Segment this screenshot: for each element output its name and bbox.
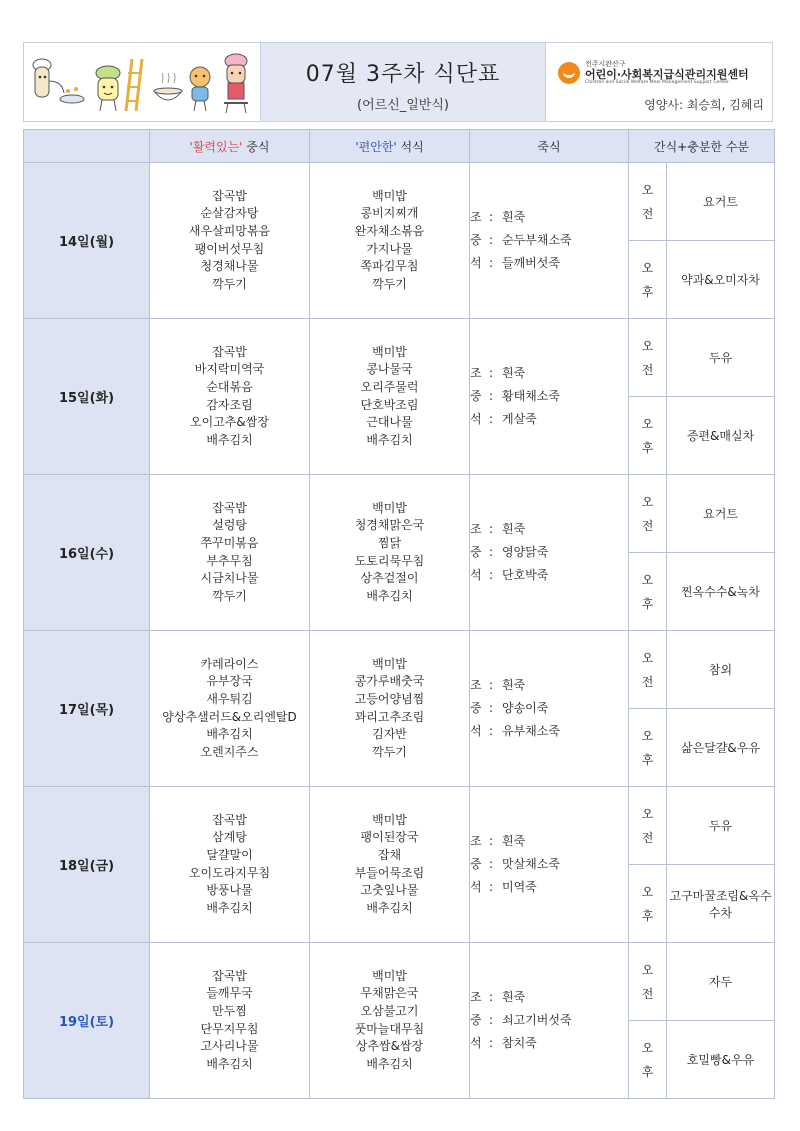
porridge-menu-cell (470, 943, 629, 1099)
porridge-item: 쇠고기버섯죽 (502, 1013, 572, 1027)
header-snack: 간식+충분한 수분 (629, 130, 775, 163)
lunch-menu-item: 양상추샐러드&오리엔탈D (162, 709, 297, 724)
lunch-menu-item: 팽이버섯무침 (194, 241, 265, 256)
dinner-label: 석식 (396, 139, 424, 154)
time-label-char: 오 (641, 572, 654, 587)
lunch-menu-item: 잡곡밥 (212, 500, 247, 515)
lunch-menu-cell (150, 475, 310, 631)
lunch-menu-item: 잡곡밥 (212, 812, 247, 827)
porridge-line-dinner (470, 876, 628, 899)
morning-snack: 요거트 (667, 475, 775, 553)
lunch-menu-item: 쭈꾸미볶음 (200, 535, 259, 550)
time-label-char: 후 (641, 284, 654, 299)
time-label-char: 전 (641, 362, 654, 377)
day-label: 16일(수) (24, 475, 150, 631)
lunch-menu-item: 새우살피망볶음 (188, 223, 271, 238)
lunch-menu-item: 배추김치 (206, 432, 253, 447)
lunch-menu-item: 잡곡밥 (212, 968, 247, 983)
table-row (24, 787, 775, 865)
porridge-meal-label: 중 (470, 857, 482, 871)
porridge-colon: : (488, 880, 494, 894)
porridge-colon: : (488, 1013, 494, 1027)
header-title-cell (261, 43, 546, 121)
porridge-line-breakfast (470, 362, 628, 385)
lunch-menu-item: 오렌지주스 (200, 744, 259, 759)
porridge-menu-cell (470, 319, 629, 475)
time-label-char: 오 (641, 728, 654, 743)
dinner-menu-item: 김자반 (372, 727, 407, 742)
porridge-colon: : (488, 857, 494, 871)
porridge-meal-label: 중 (470, 545, 482, 559)
time-label-char: 오 (641, 884, 654, 899)
time-label-char: 오 (641, 260, 654, 275)
dinner-menu-item: 단호박조림 (360, 397, 419, 412)
dinner-menu-item: 상추쌈&쌈장 (355, 1039, 424, 1054)
lunch-menu-cell (150, 943, 310, 1099)
porridge-meal-label: 중 (470, 233, 482, 247)
afternoon-snack: 찐옥수수&녹차 (667, 553, 775, 631)
porridge-colon: : (488, 522, 494, 536)
porridge-item: 흰죽 (502, 522, 526, 536)
dinner-menu-item: 백미밥 (372, 344, 407, 359)
afternoon-snack: 삶은달걀&우유 (667, 709, 775, 787)
lunch-menu-item: 순대볶음 (206, 379, 253, 394)
time-label-char: 오 (641, 494, 654, 509)
lunch-menu-item: 감자조림 (206, 397, 253, 412)
time-label-char: 전 (641, 986, 654, 1001)
dinner-menu-item: 백미밥 (372, 812, 407, 827)
header-illustration-cell (24, 43, 261, 121)
porridge-meal-label: 석 (470, 412, 482, 426)
lunch-menu-item: 고사리나물 (200, 1039, 259, 1054)
dinner-menu-cell (310, 475, 470, 631)
morning-snack: 요거트 (667, 163, 775, 241)
lunch-menu-cell (150, 163, 310, 319)
dinner-menu-item: 풋마늘대무침 (354, 1021, 425, 1036)
lunch-menu-item: 단무지무침 (200, 1021, 259, 1036)
header-porridge: 죽식 (470, 130, 629, 163)
time-label-char: 전 (641, 674, 654, 689)
porridge-line-dinner (470, 252, 628, 275)
weekly-menu-table (23, 129, 775, 1099)
porridge-item: 들깨버섯죽 (502, 256, 560, 270)
morning-label (629, 319, 667, 397)
porridge-item: 양송이죽 (502, 701, 549, 715)
lunch-menu-item: 잡곡밥 (212, 188, 247, 203)
table-row (24, 943, 775, 1021)
table-row (24, 319, 775, 397)
day-label: 15일(화) (24, 319, 150, 475)
porridge-meal-label: 조 (470, 366, 482, 380)
porridge-line-lunch (470, 229, 628, 252)
lunch-menu-item: 잡곡밥 (212, 344, 247, 359)
page-subtitle: (어르신_일반식) (357, 98, 449, 113)
lunch-label: 중식 (242, 139, 270, 154)
header-day-blank (24, 130, 150, 163)
dinner-menu-item: 가지나물 (366, 241, 413, 256)
porridge-line-lunch (470, 385, 628, 408)
porridge-line-dinner (470, 1032, 628, 1055)
porridge-item: 참치죽 (502, 1036, 537, 1050)
porridge-line-lunch (470, 853, 628, 876)
porridge-item: 흰죽 (502, 210, 526, 224)
dinner-menu-item: 백미밥 (372, 656, 407, 671)
day-label: 14일(월) (24, 163, 150, 319)
lunch-menu-cell (150, 319, 310, 475)
lunch-menu-item: 유부장국 (206, 674, 253, 689)
header-dinner (310, 130, 470, 163)
lunch-menu-item: 새우튀김 (206, 691, 253, 706)
lunch-menu-item: 순살감자탕 (200, 206, 259, 221)
porridge-menu-cell (470, 475, 629, 631)
time-label-char: 후 (641, 908, 654, 923)
dinner-menu-item: 콩가루배춧국 (354, 674, 425, 689)
porridge-colon: : (488, 1036, 494, 1050)
dinner-menu-item: 고등어양념찜 (354, 691, 425, 706)
porridge-colon: : (488, 233, 494, 247)
lunch-menu-item: 들깨무국 (206, 986, 253, 1001)
morning-label (629, 163, 667, 241)
table-header-row (24, 130, 775, 163)
porridge-meal-label: 조 (470, 522, 482, 536)
lunch-menu-item: 삼계탕 (212, 830, 247, 845)
time-label-char: 후 (641, 1064, 654, 1079)
dinner-menu-cell (310, 319, 470, 475)
dinner-menu-item: 근대나물 (366, 415, 413, 430)
afternoon-label (629, 553, 667, 631)
time-label-char: 오 (641, 806, 654, 821)
porridge-item: 게살죽 (502, 412, 537, 426)
porridge-item: 단호박죽 (502, 568, 549, 582)
dinner-menu-item: 백미밥 (372, 968, 407, 983)
time-label-char: 후 (641, 596, 654, 611)
porridge-colon: : (488, 678, 494, 692)
lunch-menu-item: 방풍나물 (206, 883, 253, 898)
afternoon-snack: 약과&오미자차 (667, 241, 775, 319)
lunch-menu-item: 설렁탕 (212, 518, 247, 533)
day-label: 17일(목) (24, 631, 150, 787)
dinner-menu-item: 배추김치 (366, 588, 413, 603)
dinner-menu-item: 찜닭 (377, 535, 402, 550)
day-label: 19일(토) (24, 943, 150, 1099)
porridge-line-dinner (470, 564, 628, 587)
porridge-meal-label: 중 (470, 701, 482, 715)
dinner-menu-item: 완자채소볶음 (354, 223, 425, 238)
lunch-menu-cell (150, 787, 310, 943)
logo-district: 전주시완산구 (585, 60, 626, 68)
lunch-menu-item: 바지락미역국 (194, 362, 265, 377)
lunch-menu-item: 깍두기 (212, 276, 247, 291)
time-label-char: 전 (641, 206, 654, 221)
porridge-colon: : (488, 724, 494, 738)
time-label-char: 오 (641, 962, 654, 977)
lunch-quote: '활력있는' (189, 139, 243, 154)
dinner-menu-item: 부들어묵조림 (354, 865, 425, 880)
lunch-menu-item: 카레라이스 (200, 656, 259, 671)
afternoon-label (629, 241, 667, 319)
time-label-char: 오 (641, 650, 654, 665)
dinner-menu-item: 백미밥 (372, 188, 407, 203)
afternoon-label (629, 865, 667, 943)
dinner-menu-item: 잡채 (377, 847, 402, 862)
porridge-colon: : (488, 412, 494, 426)
porridge-item: 유부채소죽 (502, 724, 560, 738)
porridge-colon: : (488, 568, 494, 582)
dinner-menu-item: 도토리묵무침 (354, 553, 425, 568)
morning-label (629, 631, 667, 709)
afternoon-label (629, 397, 667, 475)
porridge-meal-label: 조 (470, 834, 482, 848)
dinner-menu-item: 고춧잎나물 (360, 883, 419, 898)
porridge-meal-label: 석 (470, 880, 482, 894)
lunch-menu-item: 배추김치 (206, 727, 253, 742)
dinner-menu-item: 청경채맑은국 (354, 518, 425, 533)
porridge-meal-label: 중 (470, 1013, 482, 1027)
afternoon-label (629, 709, 667, 787)
lunch-menu-item: 부추무침 (206, 553, 253, 568)
porridge-meal-label: 조 (470, 210, 482, 224)
dinner-menu-cell (310, 943, 470, 1099)
dinner-menu-item: 상추겉절이 (360, 571, 419, 586)
dinner-menu-item: 깍두기 (372, 276, 407, 291)
porridge-line-breakfast (470, 830, 628, 853)
lunch-menu-item: 시금치나물 (200, 571, 259, 586)
time-label-char: 후 (641, 440, 654, 455)
porridge-item: 황태채소죽 (502, 389, 560, 403)
porridge-meal-label: 석 (470, 1036, 482, 1050)
dinner-menu-item: 배추김치 (366, 1056, 413, 1071)
morning-label (629, 787, 667, 865)
porridge-colon: : (488, 366, 494, 380)
dinner-quote: '편안한' (355, 139, 397, 154)
morning-snack: 두유 (667, 787, 775, 865)
morning-snack: 두유 (667, 319, 775, 397)
time-label-char: 전 (641, 518, 654, 533)
porridge-menu-cell (470, 631, 629, 787)
morning-snack: 자두 (667, 943, 775, 1021)
porridge-line-dinner (470, 720, 628, 743)
porridge-item: 흰죽 (502, 366, 526, 380)
porridge-colon: : (488, 389, 494, 403)
logo-center-name: 어린이·사회복지급식관리지원센터 (585, 68, 749, 81)
porridge-meal-label: 중 (470, 389, 482, 403)
porridge-item: 흰죽 (502, 678, 526, 692)
porridge-line-dinner (470, 408, 628, 431)
porridge-line-breakfast (470, 674, 628, 697)
porridge-line-breakfast (470, 518, 628, 541)
porridge-item: 흰죽 (502, 834, 526, 848)
afternoon-snack: 고구마꿀조림&옥수수차 (667, 865, 775, 943)
lunch-menu-item: 오이고추&쌈장 (190, 415, 269, 430)
porridge-line-lunch (470, 541, 628, 564)
porridge-item: 영양닭죽 (502, 545, 549, 559)
afternoon-label (629, 1021, 667, 1099)
porridge-item: 맛살채소죽 (502, 857, 560, 871)
time-label-char: 후 (641, 752, 654, 767)
porridge-colon: : (488, 256, 494, 270)
dinner-menu-item: 콩나물국 (366, 362, 413, 377)
porridge-menu-cell (470, 163, 629, 319)
dinner-menu-item: 오삼불고기 (360, 1003, 419, 1018)
porridge-meal-label: 조 (470, 990, 482, 1004)
table-row (24, 163, 775, 241)
dinner-menu-item: 깍두기 (372, 744, 407, 759)
dinner-menu-item: 배추김치 (366, 432, 413, 447)
porridge-colon: : (488, 834, 494, 848)
dinner-menu-item: 백미밥 (372, 500, 407, 515)
dinner-menu-item: 콩비지찌개 (360, 206, 419, 221)
porridge-line-lunch (470, 697, 628, 720)
lunch-menu-item: 배추김치 (206, 900, 253, 915)
porridge-colon: : (488, 701, 494, 715)
time-label-char: 오 (641, 1040, 654, 1055)
chef-cartoon-icon (28, 51, 256, 115)
porridge-menu-cell (470, 787, 629, 943)
morning-label (629, 475, 667, 553)
smile-logo-icon (558, 62, 580, 84)
lunch-menu-item: 달걀말이 (206, 847, 253, 862)
table-row (24, 475, 775, 553)
porridge-line-breakfast (470, 206, 628, 229)
porridge-line-breakfast (470, 986, 628, 1009)
dinner-menu-item: 쪽파김무침 (360, 259, 419, 274)
dinner-menu-cell (310, 631, 470, 787)
center-logo (558, 61, 749, 86)
header-org-cell (546, 43, 772, 121)
table-body (24, 163, 775, 1099)
lunch-menu-item: 배추김치 (206, 1056, 253, 1071)
dinner-menu-item: 배추김치 (366, 900, 413, 915)
porridge-meal-label: 석 (470, 724, 482, 738)
day-label: 18일(금) (24, 787, 150, 943)
dinner-menu-item: 팽이된장국 (360, 830, 419, 845)
morning-snack: 참외 (667, 631, 775, 709)
porridge-colon: : (488, 990, 494, 1004)
dietitian-names: 영양사: 최승희, 김혜리 (644, 98, 764, 112)
porridge-colon: : (488, 210, 494, 224)
time-label-char: 오 (641, 416, 654, 431)
dinner-menu-cell (310, 163, 470, 319)
logo-english-name: Children and Social Welfare Meal Management Support Center (585, 80, 729, 85)
dinner-menu-item: 꽈리고추조림 (354, 709, 425, 724)
menu-header (23, 42, 773, 122)
page-title: 07월 3주차 식단표 (305, 62, 501, 87)
time-label-char: 오 (641, 182, 654, 197)
afternoon-snack: 증편&매실차 (667, 397, 775, 475)
lunch-menu-item: 청경채나물 (200, 259, 259, 274)
header-lunch (150, 130, 310, 163)
lunch-menu-item: 만두찜 (212, 1003, 247, 1018)
porridge-meal-label: 석 (470, 256, 482, 270)
porridge-meal-label: 조 (470, 678, 482, 692)
table-row (24, 631, 775, 709)
time-label-char: 전 (641, 830, 654, 845)
morning-label (629, 943, 667, 1021)
afternoon-snack: 호밀빵&우유 (667, 1021, 775, 1099)
dinner-menu-item: 오리주물럭 (360, 379, 419, 394)
lunch-menu-cell (150, 631, 310, 787)
porridge-meal-label: 석 (470, 568, 482, 582)
time-label-char: 오 (641, 338, 654, 353)
lunch-menu-item: 깍두기 (212, 588, 247, 603)
lunch-menu-item: 오이도라지무침 (188, 865, 271, 880)
porridge-item: 흰죽 (502, 990, 526, 1004)
porridge-line-lunch (470, 1009, 628, 1032)
dinner-menu-item: 무채맑은국 (360, 986, 419, 1001)
porridge-item: 순두부채소죽 (502, 233, 572, 247)
porridge-colon: : (488, 545, 494, 559)
porridge-item: 미역죽 (502, 880, 537, 894)
dinner-menu-cell (310, 787, 470, 943)
